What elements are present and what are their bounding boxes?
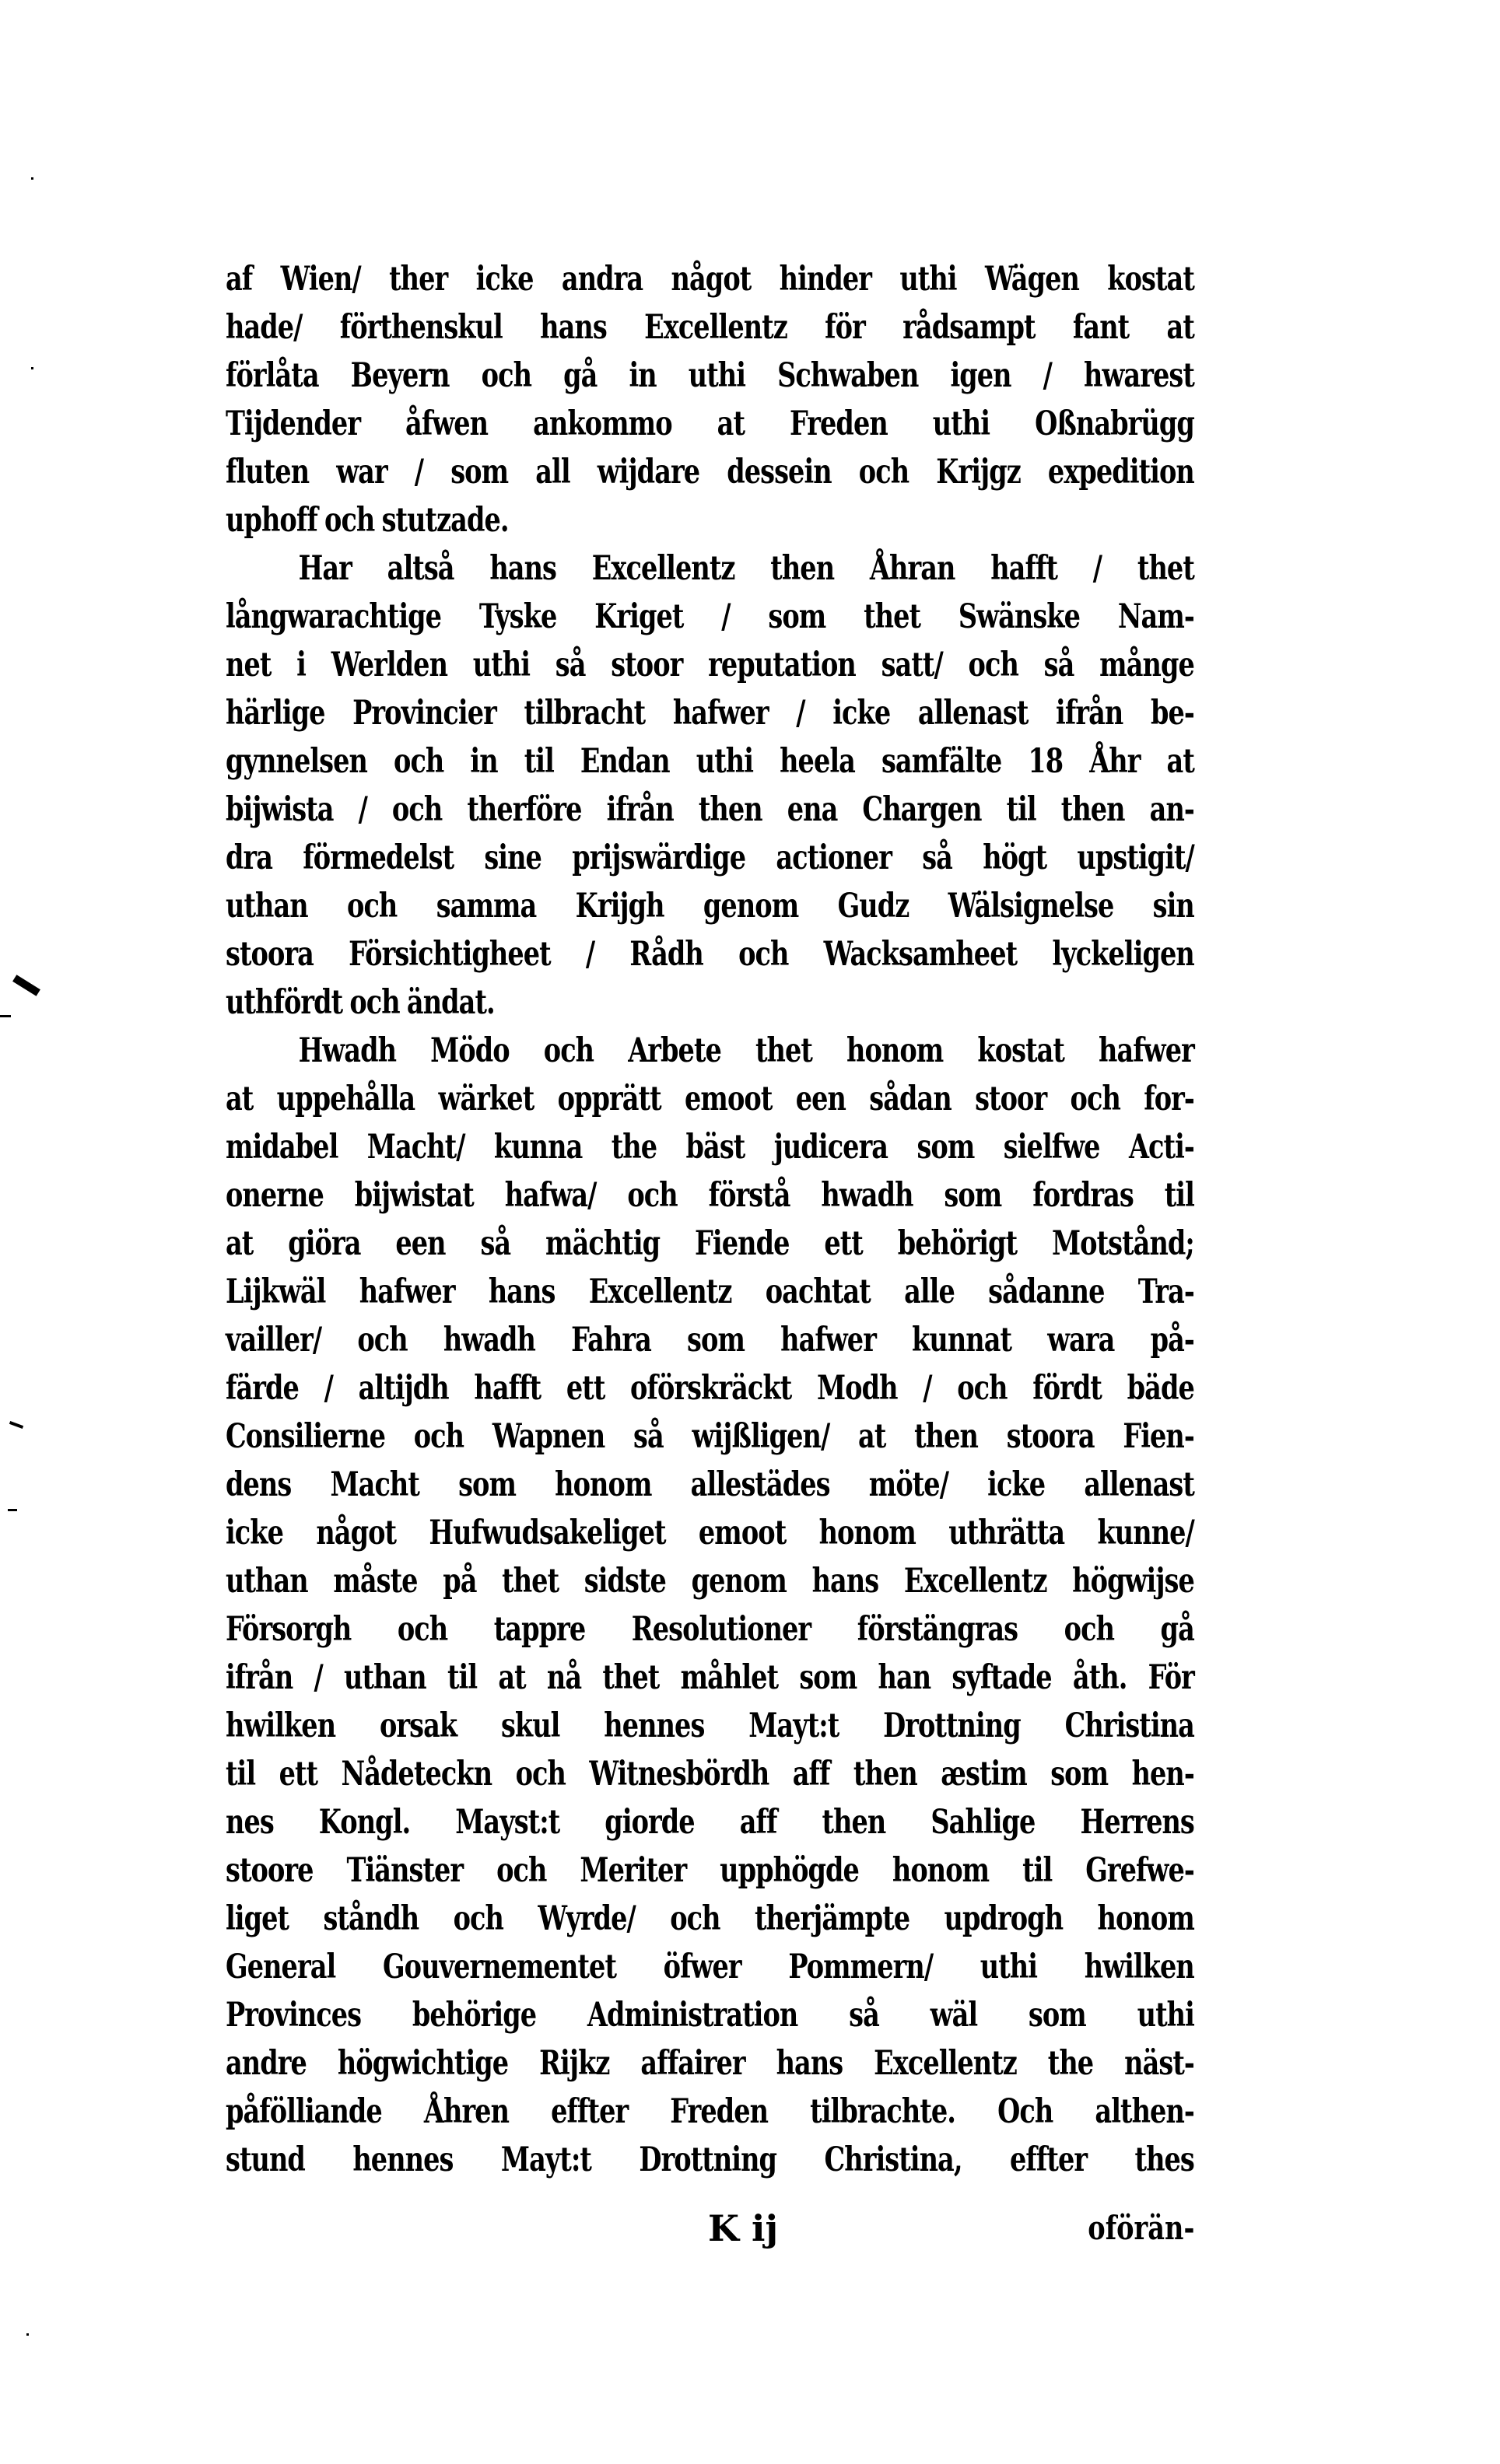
text-line: gynnelsen och in til Endan uthi heela samfälte 18 Åhr at	[226, 742, 1194, 781]
text-line: at uppehålla wärket opprätt emoot een sådan stoor och for-	[226, 1080, 1194, 1118]
text-line: påfölliande Åhren effter Freden tilbrachte. Och althen-	[226, 2092, 1194, 2131]
text-line: ifrån / uthan til at nå thet måhlet som han syftade åth. För	[226, 1658, 1194, 1697]
text-line: af Wien/ ther icke andra något hinder uthi Wägen kostat	[226, 260, 1194, 299]
text-line: stund hennes Mayt:t Drottning Christina, effter thes	[226, 2140, 1194, 2179]
paragraph-start-line: Har altså hans Excellentz then Åhran hafft / thet	[298, 549, 1194, 588]
text-line: stoore Tiänster och Meriter upphögde honom til Grefwe-	[226, 1851, 1194, 1890]
text-line: förlåta Beyern och gå in uthi Schwaben igen / hwarest	[226, 356, 1194, 395]
text-line: färde / altijdh hafft ett oförskräckt Modh / och fördt bäde	[226, 1369, 1194, 1408]
scan-artifact-dot	[31, 177, 33, 180]
text-line: General Gouvernementet öfwer Pommern/ uthi hwilken	[226, 1948, 1194, 1986]
text-line: hade/ förthenskul hans Excellentz för rådsampt fant at	[226, 308, 1194, 347]
scan-artifact-mark	[0, 1015, 11, 1017]
signature-mark: K ij	[708, 2207, 779, 2249]
text-line: icke något Hufwudsakeliget emoot honom uthrätta kunne/	[226, 1514, 1194, 1552]
body-text	[226, 255, 1194, 2184]
text-line: at giöra een så mächtig Fiende ett behörigt Motstånd;	[226, 1224, 1194, 1263]
text-line: uphoff och stutzade.	[226, 501, 509, 540]
text-line: uthan och samma Krijgh genom Gudz Wälsignelse sin	[226, 887, 1194, 926]
text-line: Provinces behörige Administration så wäl som uthi	[226, 1996, 1194, 2035]
text-line: onerne bijwistat hafwa/ och förstå hwadh som fordras til	[226, 1176, 1194, 1215]
text-line: uthan måste på thet sidste genom hans Excellentz högwijse	[226, 1562, 1194, 1601]
text-line: net i Werlden uthi så stoor reputation satt/ och så månge	[226, 646, 1194, 684]
text-line: Tijdender åfwen ankommo at Freden uthi Oßnabrügg	[226, 404, 1194, 443]
text-line: midabel Macht/ kunna the bäst judicera som sielfwe Acti-	[226, 1128, 1194, 1167]
text-line: til ett Nådeteckn och Witnesbördh aff then æstim som hen-	[226, 1755, 1194, 1794]
text-line: fluten war / som all wijdare dessein och Krijgz expedition	[226, 453, 1194, 492]
text-line: liget ståndh och Wyrde/ och therjämpte updrogh honom	[226, 1899, 1194, 1938]
page-footer	[226, 2201, 1194, 2256]
text-line: långwarachtige Tyske Kriget / som thet Swänske Nam-	[226, 597, 1194, 636]
text-line: hwilken orsak skul hennes Mayt:t Drottning Christina	[226, 1706, 1194, 1745]
text-line: dra förmedelst sine prijswärdige actioner så högt upstigit/	[226, 838, 1194, 877]
text-line: dens Macht som honom allestädes möte/ icke allenast	[226, 1465, 1194, 1504]
text-line: stoora Försichtigheet / Rådh och Wacksamheet lyckeligen	[226, 935, 1194, 974]
catchword: oförän-	[1087, 2209, 1194, 2247]
scan-artifact-mark	[9, 1421, 23, 1429]
scan-artifact-dot	[26, 2333, 29, 2336]
text-line: nes Kongl. Mayst:t giorde aff then Sahlige Herrens	[226, 1803, 1194, 1842]
text-line: Försorgh och tappre Resolutioner förstängras och gå	[226, 1610, 1194, 1649]
scan-artifact-mark	[8, 1509, 17, 1511]
text-line: Lijkwäl hafwer hans Excellentz oachtat alle sådanne Tra-	[226, 1272, 1194, 1311]
text-line: vailler/ och hwadh Fahra som hafwer kunnat wara på-	[226, 1321, 1194, 1360]
text-line: andre högwichtige Rijkz affairer hans Excellentz the näst-	[226, 2044, 1194, 2083]
text-line: bijwista / och therföre ifrån then ena Chargen til then an-	[226, 790, 1194, 829]
text-line: uthfördt och ändat.	[226, 983, 495, 1022]
scan-artifact-mark	[12, 975, 40, 996]
text-line: härlige Provincier tilbracht hafwer / icke allenast ifrån be-	[226, 694, 1194, 733]
scan-artifact-dot	[31, 367, 33, 369]
paragraph-start-line: Hwadh Mödo och Arbete thet honom kostat hafwer	[298, 1031, 1194, 1070]
text-line: Consilierne och Wapnen så wijßligen/ at then stoora Fien-	[226, 1417, 1194, 1456]
